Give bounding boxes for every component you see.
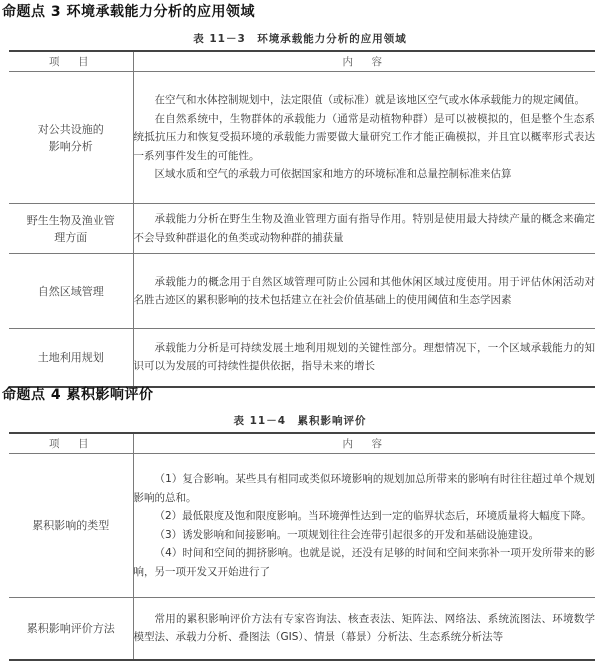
section4-heading: 命题点 4 累积影响评价	[2, 387, 154, 403]
table-11-3-caption: 表 11－3 环境承载能力分析的应用领域	[193, 33, 407, 45]
content-paragraph: 在空气和水体控制规划中，法定限值（或标准）就是该地区空气或水体承载能力的规定阈值。	[154, 94, 585, 107]
row-label: 野生生物及渔业管理方面	[9, 204, 133, 254]
row-content	[133, 72, 595, 204]
row-content	[133, 254, 595, 329]
row-content	[133, 329, 595, 387]
content-paragraph: （2）最低限度及饱和限度影响。当环境弹性达到一定的临界状态后，环境质量将大幅度下降。	[154, 510, 592, 522]
table-header-row	[9, 433, 595, 454]
row-label: 累积影响的类型	[9, 454, 133, 598]
row-content	[133, 204, 595, 254]
table-header-row	[9, 51, 595, 72]
row-content	[133, 454, 595, 598]
content-paragraph: （4）时间和空间的拥挤影响。也就是说，还没有足够的时间和空间来弥补一项开发所带来的影响，另一项开发又开始进行了	[133, 547, 595, 578]
col-header-item: 项 目	[9, 51, 133, 72]
table-11-4	[9, 432, 595, 661]
row-label: 累积影响评价方法	[9, 598, 133, 660]
content-paragraph: 承载能力分析是可持续发展土地利用规划的关键性部分。理想情况下，一个区域承载能力的知识可以为发展的可持续性提供依据，指导未来的增长	[133, 341, 595, 373]
table-row	[9, 454, 595, 598]
section3-heading: 命题点 3 环境承载能力分析的应用领域	[2, 4, 255, 20]
col-header-item: 项 目	[9, 433, 133, 454]
row-content	[133, 598, 595, 660]
row-label: 土地利用规划	[9, 329, 133, 387]
table-row	[9, 204, 595, 254]
content-paragraph: 常用的累积影响评价方法有专家咨询法、核查表法、矩阵法、网络法、系统流图法、环境数学模型法、承载力分析、叠图法（GIS）、情景（幕景）分析法、生态系统分析法等	[133, 612, 595, 644]
table-row	[9, 72, 595, 204]
content-paragraph: （3）诱发影响和间接影响。一项规划往往会连带引起很多的开发和基础设施建设。	[154, 528, 540, 541]
table-row	[9, 329, 595, 387]
col-header-content: 内 容	[133, 433, 595, 454]
table-row	[9, 254, 595, 329]
row-label: 对公共设施的影响分析	[9, 72, 133, 204]
content-paragraph: 在自然系统中，生物群体的承载能力（通常是动植物种群）是可以被模拟的，但是整个生态系统抵抗压力和恢复受损环境的承载能力需要做大量研究工作才能正确模拟，并且宜以概率形式表达一系列事件发生的可能性。	[133, 112, 595, 162]
content-paragraph: （1）复合影响。某些具有相同或类似环境影响的规划加总所带来的影响有时往往超过单个规划影响的总和。	[133, 473, 595, 504]
table-11-3	[9, 50, 595, 388]
row-label: 自然区域管理	[9, 254, 133, 329]
table-row	[9, 598, 595, 660]
content-paragraph: 承载能力的概念用于自然区域管理可防止公园和其他休闲区域过度使用。用于评估休闲活动对名胜古迹区的累积影响的技术包括建立在社会价值基础上的使用阈值和生态学因素	[133, 275, 595, 306]
col-header-content: 内 容	[133, 51, 595, 72]
table-11-4-caption: 表 11－4 累积影响评价	[233, 415, 367, 427]
content-paragraph: 区域水质和空气的承载力可依据国家和地方的环境标准和总量控制标准来估算	[154, 168, 512, 181]
content-paragraph: 承载能力分析在野生生物及渔业管理方面有指导作用。特别是使用最大持续产量的概念来确定不会导致种群退化的鱼类或动物种群的捕获量	[133, 213, 595, 244]
